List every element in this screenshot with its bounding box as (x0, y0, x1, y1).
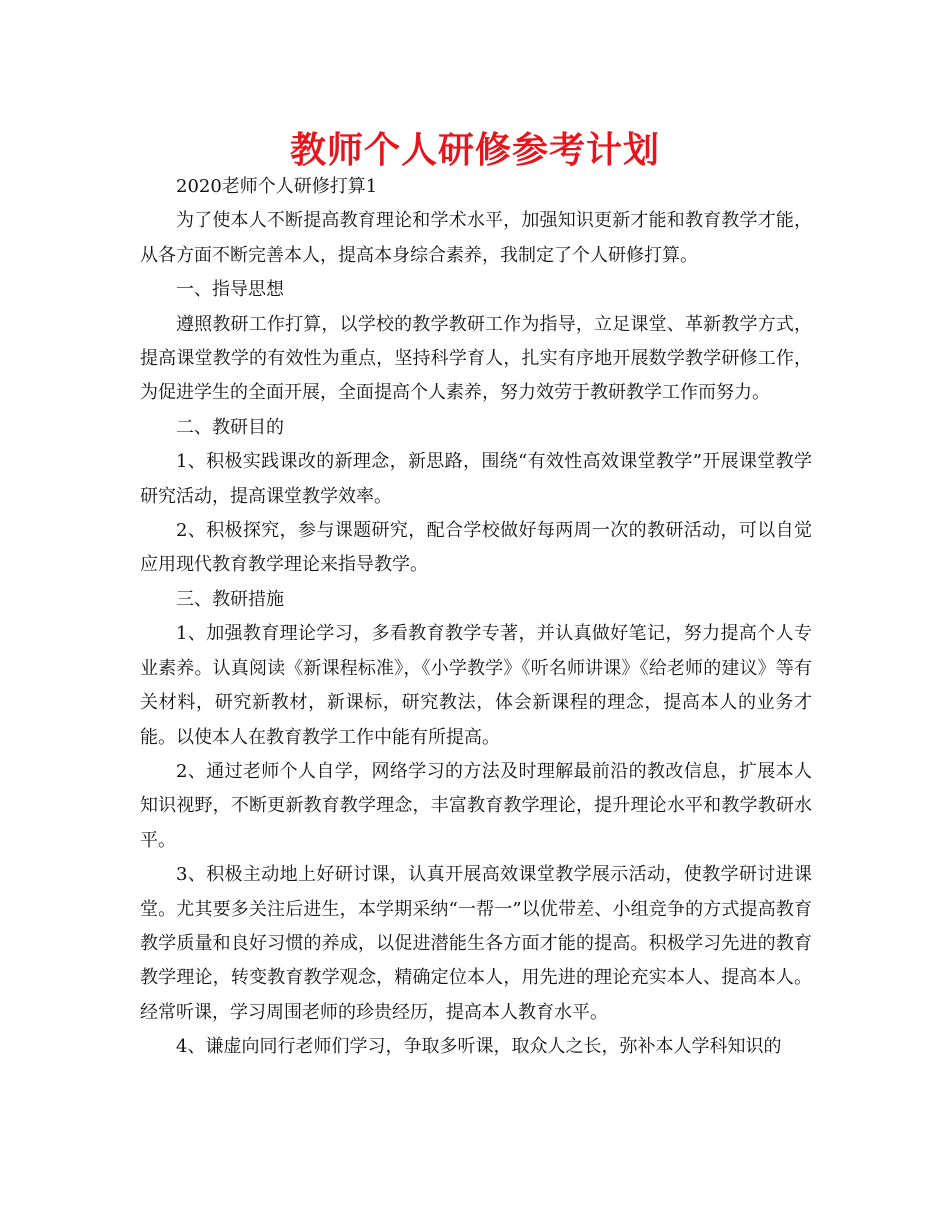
paragraph-measure-2: 2、通过老师个人自学，网络学习的方法及时理解最前沿的教改信息，扩展本人知识视野，不断更新教育教学理念，丰富教育教学理论，提升理论水平和教学教研水平。 (140, 760, 812, 851)
document-body (140, 170, 812, 1065)
section-heading-research-goals: 二、教研目的 (176, 416, 284, 438)
paragraph-guiding-thought: 遵照教研工作打算，以学校的教学教研工作为指导，立足课堂、革新教学方式，提高课堂教学的有效性为重点，坚持科学育人，扎实有序地开展数学教学研修工作，为促进学生的全面开展，全面提高个人素养，努力效劳于教研教学工作而努力。 (140, 313, 812, 404)
paragraph-goal-2: 2、积极探究，参与课题研究，配合学校做好每两周一次的教研活动，可以自觉应用现代教育教学理论来指导教学。 (140, 520, 812, 576)
document-title: 教师个人研修参考计划 (289, 130, 660, 171)
paragraph-measure-3: 3、积极主动地上好研讨课，认真开展高效课堂教学展示活动，使教学研讨进课堂。尤其要多关注后进生，本学期采纳“一帮一”以优带差、小组竞争的方式提高教育教学质量和良好习惯的养成，以促进潜能生各方面才能的提高。积极学习先进的教育教学理论，转变教育教学观念，精确定位本人，用先进的理论充实本人、提高本人。经常听课，学习周围老师的珍贵经历，提高本人教育水平。 (140, 864, 812, 1023)
paragraph-intro: 为了使本人不断提高教育理论和学术水平，加强知识更新才能和教育教学才能，从各方面不断完善本人，提高本身综合素养，我制定了个人研修打算。 (140, 210, 812, 266)
paragraph-subtitle: 2020老师个人研修打算1 (176, 176, 378, 197)
paragraph-goal-1: 1、积极实践课改的新理念，新思路，围绕“有效性高效课堂教学”开展课堂教学研究活动，提高课堂教学效率。 (140, 451, 812, 507)
paragraph-measure-4: 4、谦虚向同行老师们学习，争取多听课，取众人之长，弥补本人学科知识的 (176, 1036, 782, 1058)
section-heading-research-measures: 三、教研措施 (176, 588, 284, 610)
section-heading-guiding-thought: 一、指导思想 (176, 279, 284, 301)
paragraph-measure-1: 1、加强教育理论学习，多看教育教学专著，并认真做好笔记，努力提高个人专业素养。认真阅读《新课程标准》，《小学教学》《听名师讲课》《给老师的建议》等有关材料，研究新教材，新课标，研究教法，体会新课程的理念，提高本人的业务才能。以使本人在教育教学工作中能有所提高。 (140, 623, 812, 748)
